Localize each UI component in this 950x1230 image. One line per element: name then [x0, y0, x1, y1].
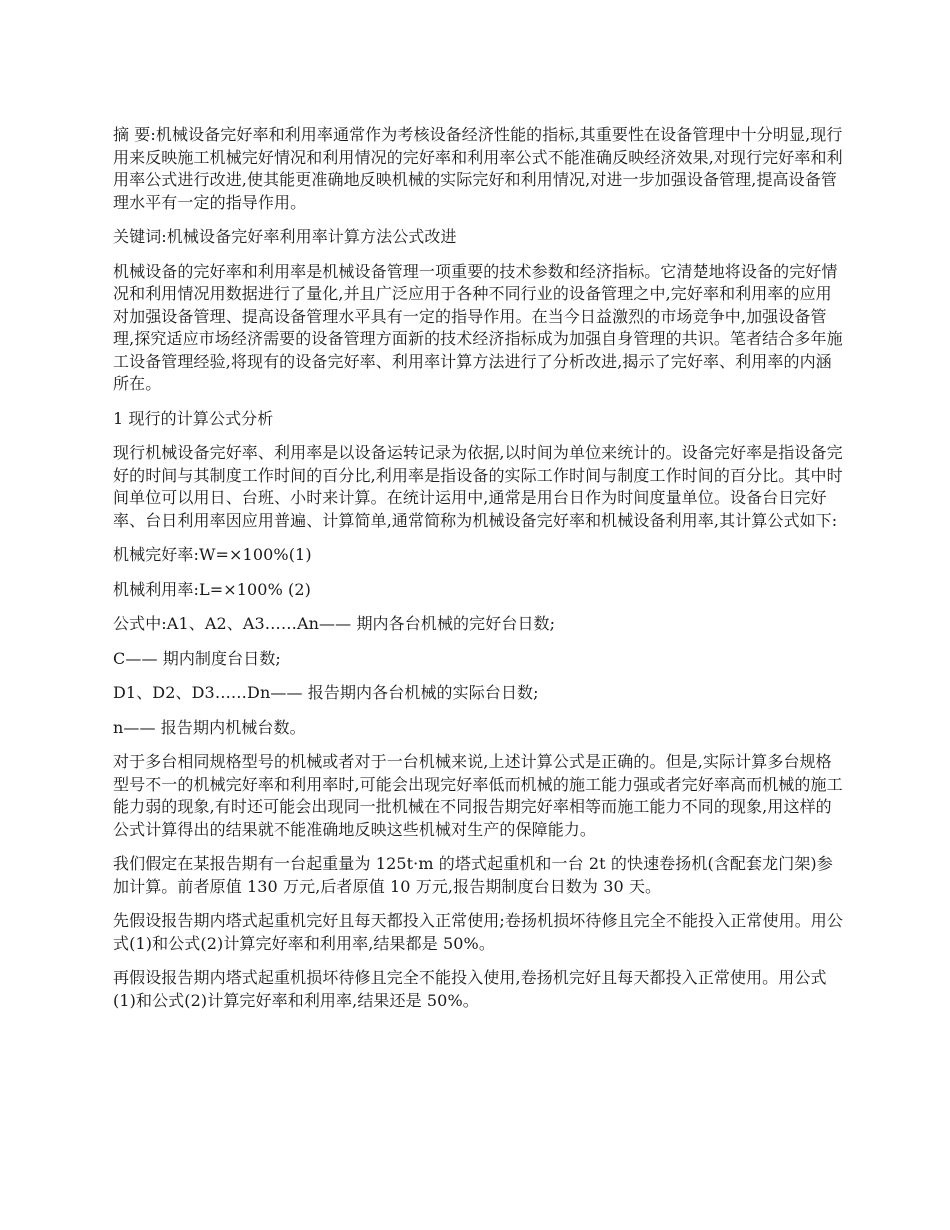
document-page — [113, 124, 843, 1024]
body-paragraph: 对于多台相同规格型号的机械或者对于一台机械来说,上述计算公式是正确的。但是,实际计算多台规格型号不一的机械完好率和利用率时,可能会出现完好率低而机械的施工能力强或者完好率高而机械的施工能力弱的现象,有时还可能会出现同一批机械在不同报告期完好率相等而施工能力不同的现象,用这样的公式计算得出的结果就不能准确地反映这些机械对生产的保障能力。 — [113, 752, 843, 839]
keywords-paragraph: 关键词:机械设备完好率利用率计算方法公式改进 — [113, 227, 457, 246]
intro-paragraph: 机械设备的完好率和利用率是机械设备管理一项重要的技术参数和经济指标。它清楚地将设备的完好情况和利用情况用数据进行了量化,并且广泛应用于各种不同行业的设备管理之中,完好率和利用率的应用对加强设备管理、提高设备管理水平具有一定的指导作用。在当今日益激烈的市场竞争中,加强设备管理,探究适应市场经济需要的设备管理方面新的技术经济指标成为加强自身管理的共识。笔者结合多年施工设备管理经验,将现有的设备完好率、利用率计算方法进行了分析改进,揭示了完好率、利用率的内涵所在。 — [113, 261, 843, 393]
formula-definition: n—— 报告期内机械台数。 — [113, 717, 306, 737]
body-paragraph: 我们假定在某报告期有一台起重量为 125t·m 的塔式起重机和一台 2t 的快速卷扬机(含配套龙门架)参加计算。前者原值 130 万元,后者原值 10 万元,报告期制度台日数为 30 天。 — [113, 854, 833, 896]
formula-availability: 机械完好率:W=×100%(1) — [113, 545, 312, 564]
formula-definition: 公式中:A1、A2、A3……An—— 期内各台机械的完好台日数; — [113, 614, 556, 633]
formula-definition: C—— 期内制度台日数; — [113, 648, 281, 668]
body-paragraph: 现行机械设备完好率、利用率是以设备运转记录为依据,以时间为单位来统计的。设备完好率是指设备完好的时间与其制度工作时间的百分比,利用率是指设备的实际工作时间与制度工作时间的百分比。其中时间单位可以用日、台班、小时来计算。在统计运用中,通常是用台日作为时间度量单位。设备台日完好率、台日利用率因应用普遍、计算简单,通常简称为机械设备完好率和机械设备利用率,其计算公式如下: — [113, 443, 843, 530]
body-paragraph: 再假设报告期内塔式起重机损坏待修且完全不能投入使用,卷扬机完好且每天都投入正常使用。用公式(1)和公式(2)计算完好率和利用率,结果还是 50%。 — [113, 968, 827, 1010]
body-paragraph: 先假设报告期内塔式起重机完好且每天都投入正常使用;卷扬机损坏待修且完全不能投入正常使用。用公式(1)和公式(2)计算完好率和利用率,结果都是 50%。 — [113, 911, 843, 953]
formula-utilization: 机械利用率:L=×100% (2) — [113, 579, 312, 599]
section-heading: 1 现行的计算公式分析 — [113, 408, 274, 428]
formula-definition: D1、D2、D3……Dn—— 报告期内各台机械的实际台日数; — [113, 683, 539, 702]
abstract-paragraph: 摘 要:机械设备完好率和利用率通常作为考核设备经济性能的指标,其重要性在设备管理中十分明显,现行用来反映施工机械完好情况和利用情况的完好率和利用率公式不能准确反映经济效果,对现行完好率和利用率公式进行改进,使其能更准确地反映机械的实际完好和利用情况,对进一步加强设备管理,提高设备管理水平有一定的指导作用。 — [113, 125, 843, 212]
